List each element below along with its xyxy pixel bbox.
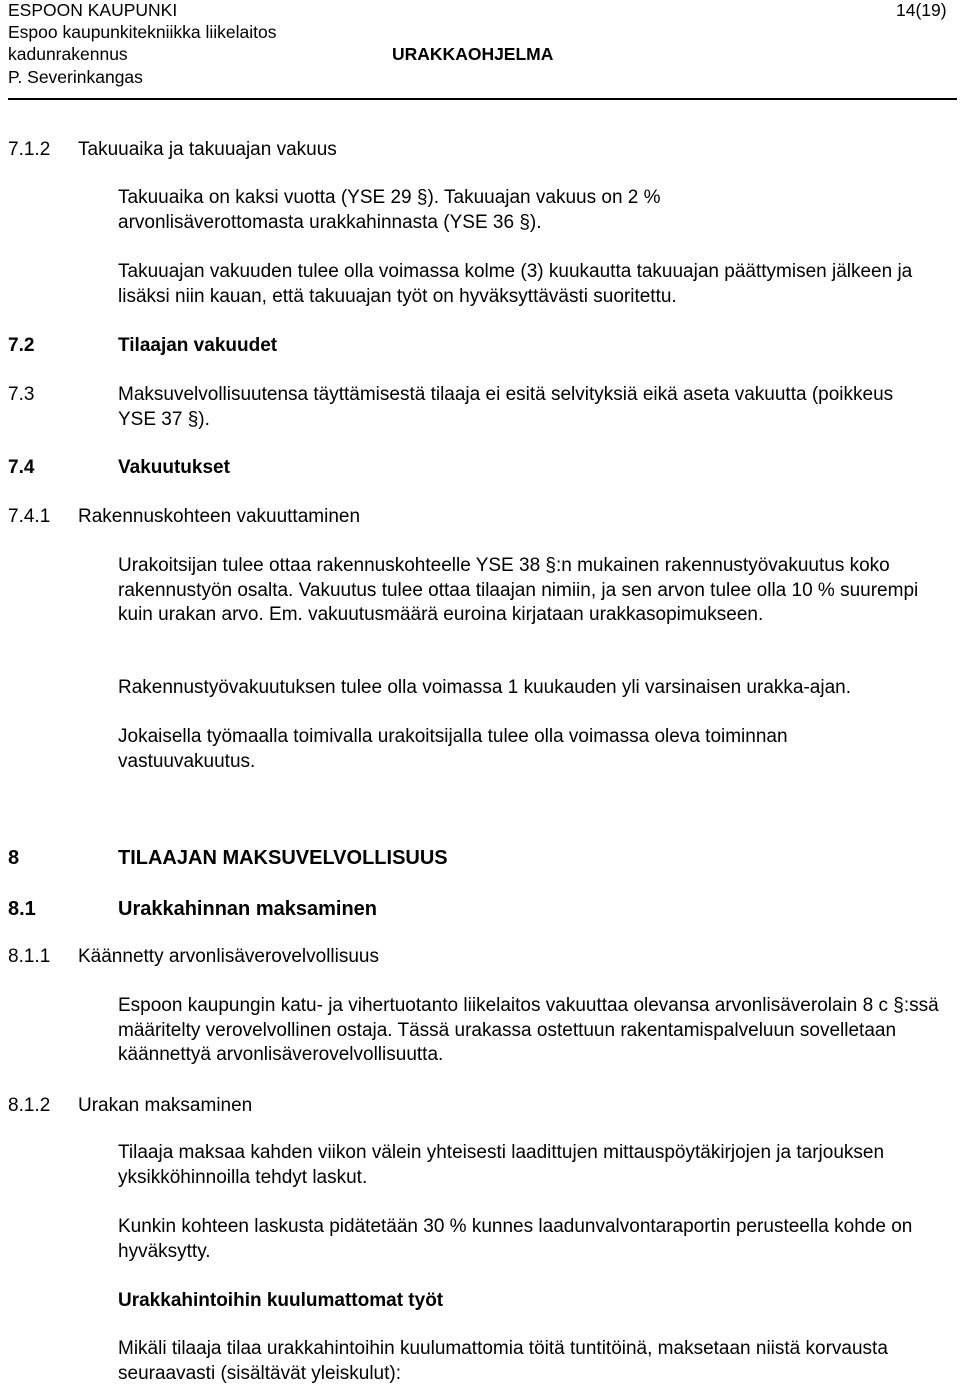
section-number-8: 8: [8, 847, 20, 869]
section-title-7-1-2: Takuuaika ja takuuajan vakuus: [78, 139, 337, 160]
section-number-7-4: 7.4: [8, 457, 35, 478]
section-title-8-1-2: Urakan maksaminen: [78, 1095, 253, 1116]
department: kadunrakennus: [8, 44, 128, 64]
paragraph-liability-insurance: Jokaisella työmaalla toimivalla urakoitsijalla tulee olla voimassa oleva toiminnan vastuuvakuutus.: [118, 726, 788, 772]
page-number: 14(19): [896, 0, 947, 20]
section-number-8-1: 8.1: [8, 898, 36, 920]
header-rule: [8, 98, 957, 100]
section-number-8-1-2: 8.1.2: [8, 1095, 51, 1116]
paragraph-hourly-work: Mikäli tilaaja tilaa urakkahintoihin kuulumattomia töitä tuntitöinä, maksetaan niistä korvausta seuraavasti (sisältävät yleiskulut):: [118, 1338, 888, 1384]
subheading-extra-work: Urakkahintoihin kuulumattomat työt: [118, 1290, 444, 1311]
section-title-7-2: Tilaajan vakuudet: [118, 335, 278, 356]
paragraph-construction-insurance: Urakoitsijan tulee ottaa rakennuskohteelle YSE 38 §:n mukainen rakennustyövakuutus koko rakennustyön osalta. Vakuutus tulee ottaa tilaajan nimiin, ja sen arvon tulee olla 10 % suurempi kuin urakan arvo. Em. vakuutusmäärä euroina kirjataan urakkasopimukseen.: [118, 555, 919, 625]
section-title-7-4-1: Rakennuskohteen vakuuttaminen: [78, 506, 361, 527]
section-title-7-4: Vakuutukset: [118, 457, 230, 478]
paragraph-reverse-vat: Espoon kaupungin katu- ja vihertuotanto liikelaitos vakuuttaa olevansa arvonlisäverolain 8 c §:ssä määritelty verovelvollinen ostaja. Tässä urakassa ostettuun rakentamispalveluun sovelletaan käännettyä arvonlisäverovelvollisuutta.: [118, 995, 939, 1065]
document-title: URAKKAOHJELMA: [392, 44, 554, 64]
author: P. Severinkangas: [8, 67, 143, 87]
paragraph-warranty-period: Takuuaika on kaksi vuotta (YSE 29 §). Takuuajan vakuus on 2 % arvonlisäverottomasta urakkahinnasta (YSE 36 §).: [118, 187, 661, 233]
sub-org-name: Espoo kaupunkitekniikka liikelaitos: [8, 22, 277, 42]
paragraph-payment-obligation: Maksuvelvollisuutensa täyttämisestä tilaaja ei esitä selvityksiä eikä aseta vakuutta (poikkeus YSE 37 §).: [118, 384, 894, 430]
section-number-7-1-2: 7.1.2: [8, 139, 51, 160]
section-title-8-1-1: Käännetty arvonlisäverovelvollisuus: [78, 946, 379, 967]
section-number-7-2: 7.2: [8, 335, 35, 356]
org-name: ESPOON KAUPUNKI: [8, 0, 178, 20]
section-title-8-1: Urakkahinnan maksaminen: [118, 898, 377, 920]
section-number-7-3: 7.3: [8, 384, 35, 405]
paragraph-retention: Kunkin kohteen laskusta pidätetään 30 % kunnes laadunvalvontaraportin perusteella kohde on hyväksytty.: [118, 1216, 913, 1262]
section-title-8: TILAAJAN MAKSUVELVOLLISUUS: [118, 847, 448, 869]
paragraph-insurance-validity: Rakennustyövakuutuksen tulee olla voimassa 1 kuukauden yli varsinaisen urakka-ajan.: [118, 677, 851, 698]
paragraph-warranty-validity: Takuuajan vakuuden tulee olla voimassa kolme (3) kuukautta takuuajan päättymisen jälkeen ja lisäksi niin kauan, että takuuajan työt on hyväksyttävästi suoritettu.: [118, 261, 913, 307]
section-number-8-1-1: 8.1.1: [8, 946, 51, 967]
paragraph-biweekly-payment: Tilaaja maksaa kahden viikon välein yhteisesti laadittujen mittauspöytäkirjojen ja tarjouksen yksikköhinnoilla tehdyt laskut.: [118, 1142, 885, 1188]
section-number-7-4-1: 7.4.1: [8, 506, 51, 527]
